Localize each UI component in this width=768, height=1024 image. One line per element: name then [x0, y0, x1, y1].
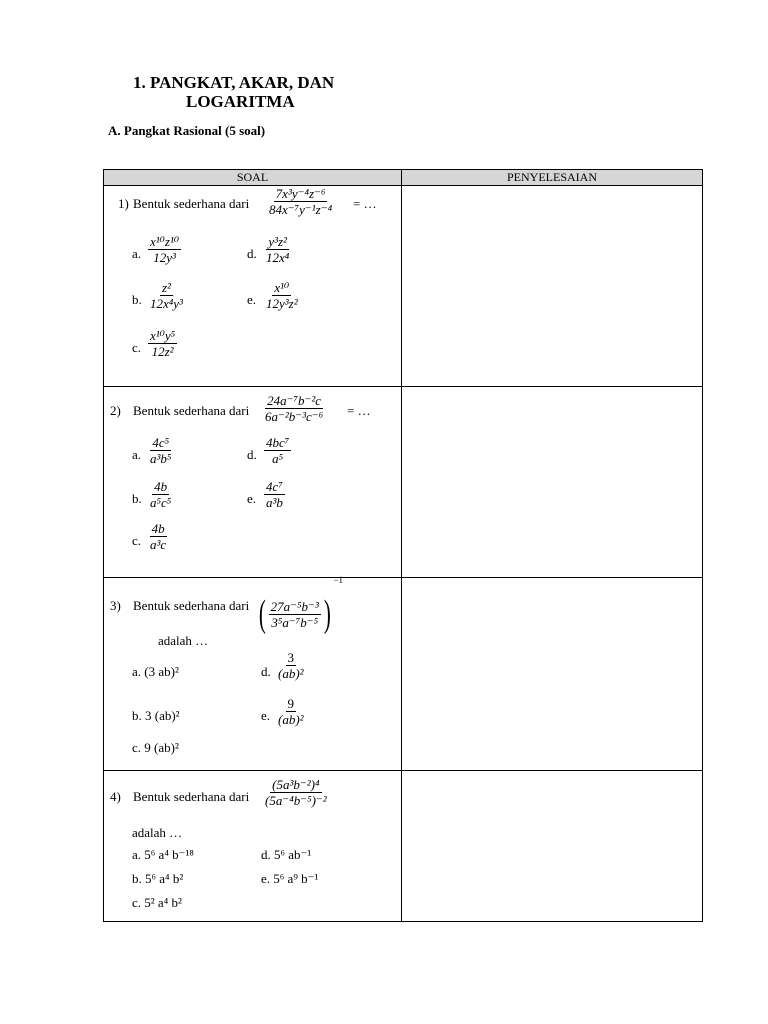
- q2-option-a-label: a.: [132, 447, 142, 462]
- question-4: [104, 771, 402, 922]
- q4-option-c: c. 5² a⁴ b²: [132, 895, 182, 910]
- q4-option-e: e. 5⁶ a⁹ b⁻¹: [261, 871, 319, 886]
- q3-adalah: adalah …: [158, 633, 209, 648]
- q2-option-e-label: e.: [247, 491, 257, 506]
- q4-stem: Bentuk sederhana dari: [133, 789, 250, 804]
- q2-stem: Bentuk sederhana dari: [133, 403, 250, 418]
- q1-option-b: $\frac{\text{z²}}{\text{12x⁴y³}}$: [150, 280, 183, 311]
- col-header-penyelesaian: PENYELESAIAN: [402, 170, 703, 186]
- q1-option-d: $\frac{\text{y³z²}}{\text{12x⁴}}$: [266, 234, 290, 265]
- q2-number: 2): [110, 403, 121, 418]
- question-table: [103, 169, 703, 922]
- q1-option-d-label: d.: [247, 246, 257, 261]
- q1-option-c: $\frac{\text{x¹⁰y⁵}}{\text{12z²}}$: [150, 328, 176, 359]
- q1-equals: = …: [353, 196, 377, 211]
- col-header-soal: SOAL: [104, 170, 402, 186]
- q3-number: 3): [110, 598, 121, 613]
- q2-option-e: $\frac{\text{4c⁷}}{\text{a³b}}$: [266, 479, 283, 510]
- q3-option-c: c. 9 (ab)²: [132, 740, 179, 755]
- question-3: [104, 575, 402, 771]
- answer-cell-2[interactable]: [402, 387, 703, 578]
- q3-option-e-label: e.: [261, 708, 271, 723]
- q1-expression: $\frac{\text{7x³y⁻⁴z⁻⁶}}{\text{84x⁻⁷y⁻¹z⁻⁴}}$: [269, 186, 333, 217]
- q3-option-a: a. (3 ab)²: [132, 664, 179, 679]
- q2-option-a: $\frac{\text{4c⁵}}{\text{a³b⁵}}$: [150, 435, 172, 466]
- question-2: [104, 387, 402, 578]
- q1-option-a: $\frac{\text{x¹⁰z¹⁰}}{\text{12y³}}$: [150, 234, 180, 265]
- q3-power: −1: [333, 575, 344, 585]
- q3-expression: ( $\frac{\text{27a⁻⁵b⁻³}}{\text{3⁵a⁻⁷b⁻⁵}}$ )$^{-1}$: [258, 575, 344, 636]
- q2-equals: = …: [347, 403, 371, 418]
- q1-option-c-label: c.: [132, 340, 142, 355]
- q3-stem: Bentuk sederhana dari: [133, 598, 250, 613]
- q4-option-b: b. 5⁶ a⁴ b²: [132, 871, 184, 886]
- q1-option-a-label: a.: [132, 246, 142, 261]
- q1-number: 1): [118, 196, 129, 211]
- q2-option-c-label: c.: [132, 533, 142, 548]
- q1-option-e: $\frac{\text{x¹⁰}}{\text{12y³z²}}$: [266, 280, 298, 311]
- q1-option-e-label: e.: [247, 292, 257, 307]
- q4-option-d: d. 5⁶ ab⁻¹: [261, 847, 312, 862]
- q3-option-d: $\frac{3}{\text{(ab)²}}$: [278, 650, 304, 681]
- answer-cell-3[interactable]: [402, 578, 703, 771]
- q2-expression: $\frac{\text{24a⁻⁷b⁻²c}}{\text{6a⁻²b⁻³c⁻⁶}}$: [265, 393, 324, 424]
- q2-option-b-label: b.: [132, 491, 142, 506]
- question-1: [104, 186, 402, 387]
- q2-option-d: $\frac{\text{4bc⁷}}{\text{a⁵}}$: [266, 435, 290, 466]
- q3-option-b: b. 3 (ab)²: [132, 708, 180, 723]
- q2-option-b: $\frac{4b}{\text{a⁵c⁵}}$: [150, 479, 172, 510]
- q2-option-c: $\frac{4b}{\text{a³c}}$: [150, 521, 167, 552]
- section-heading: A. Pangkat Rasional (5 soal): [108, 123, 266, 138]
- q1-stem: Bentuk sederhana dari: [133, 196, 250, 211]
- q2-option-d-label: d.: [247, 447, 257, 462]
- q1-option-b-label: b.: [132, 292, 142, 307]
- answer-cell-1[interactable]: [402, 186, 703, 387]
- answer-cell-4[interactable]: [402, 771, 703, 922]
- page-title-cont: LOGARITMA: [186, 92, 295, 111]
- q3-option-d-label: d.: [261, 664, 271, 679]
- q4-number: 4): [110, 789, 121, 804]
- page-title: 1. PANGKAT, AKAR, DAN: [133, 73, 335, 92]
- q4-adalah: adalah …: [132, 825, 183, 840]
- q3-option-e: $\frac{9}{\text{(ab)²}}$: [278, 696, 304, 727]
- q4-option-a: a. 5⁶ a⁴ b⁻¹⁸: [132, 847, 194, 862]
- q4-expression: $\frac{\text{(5a³b⁻²)⁴}}{\text{(5a⁻⁴b⁻⁵)⁻²}}$: [265, 777, 327, 808]
